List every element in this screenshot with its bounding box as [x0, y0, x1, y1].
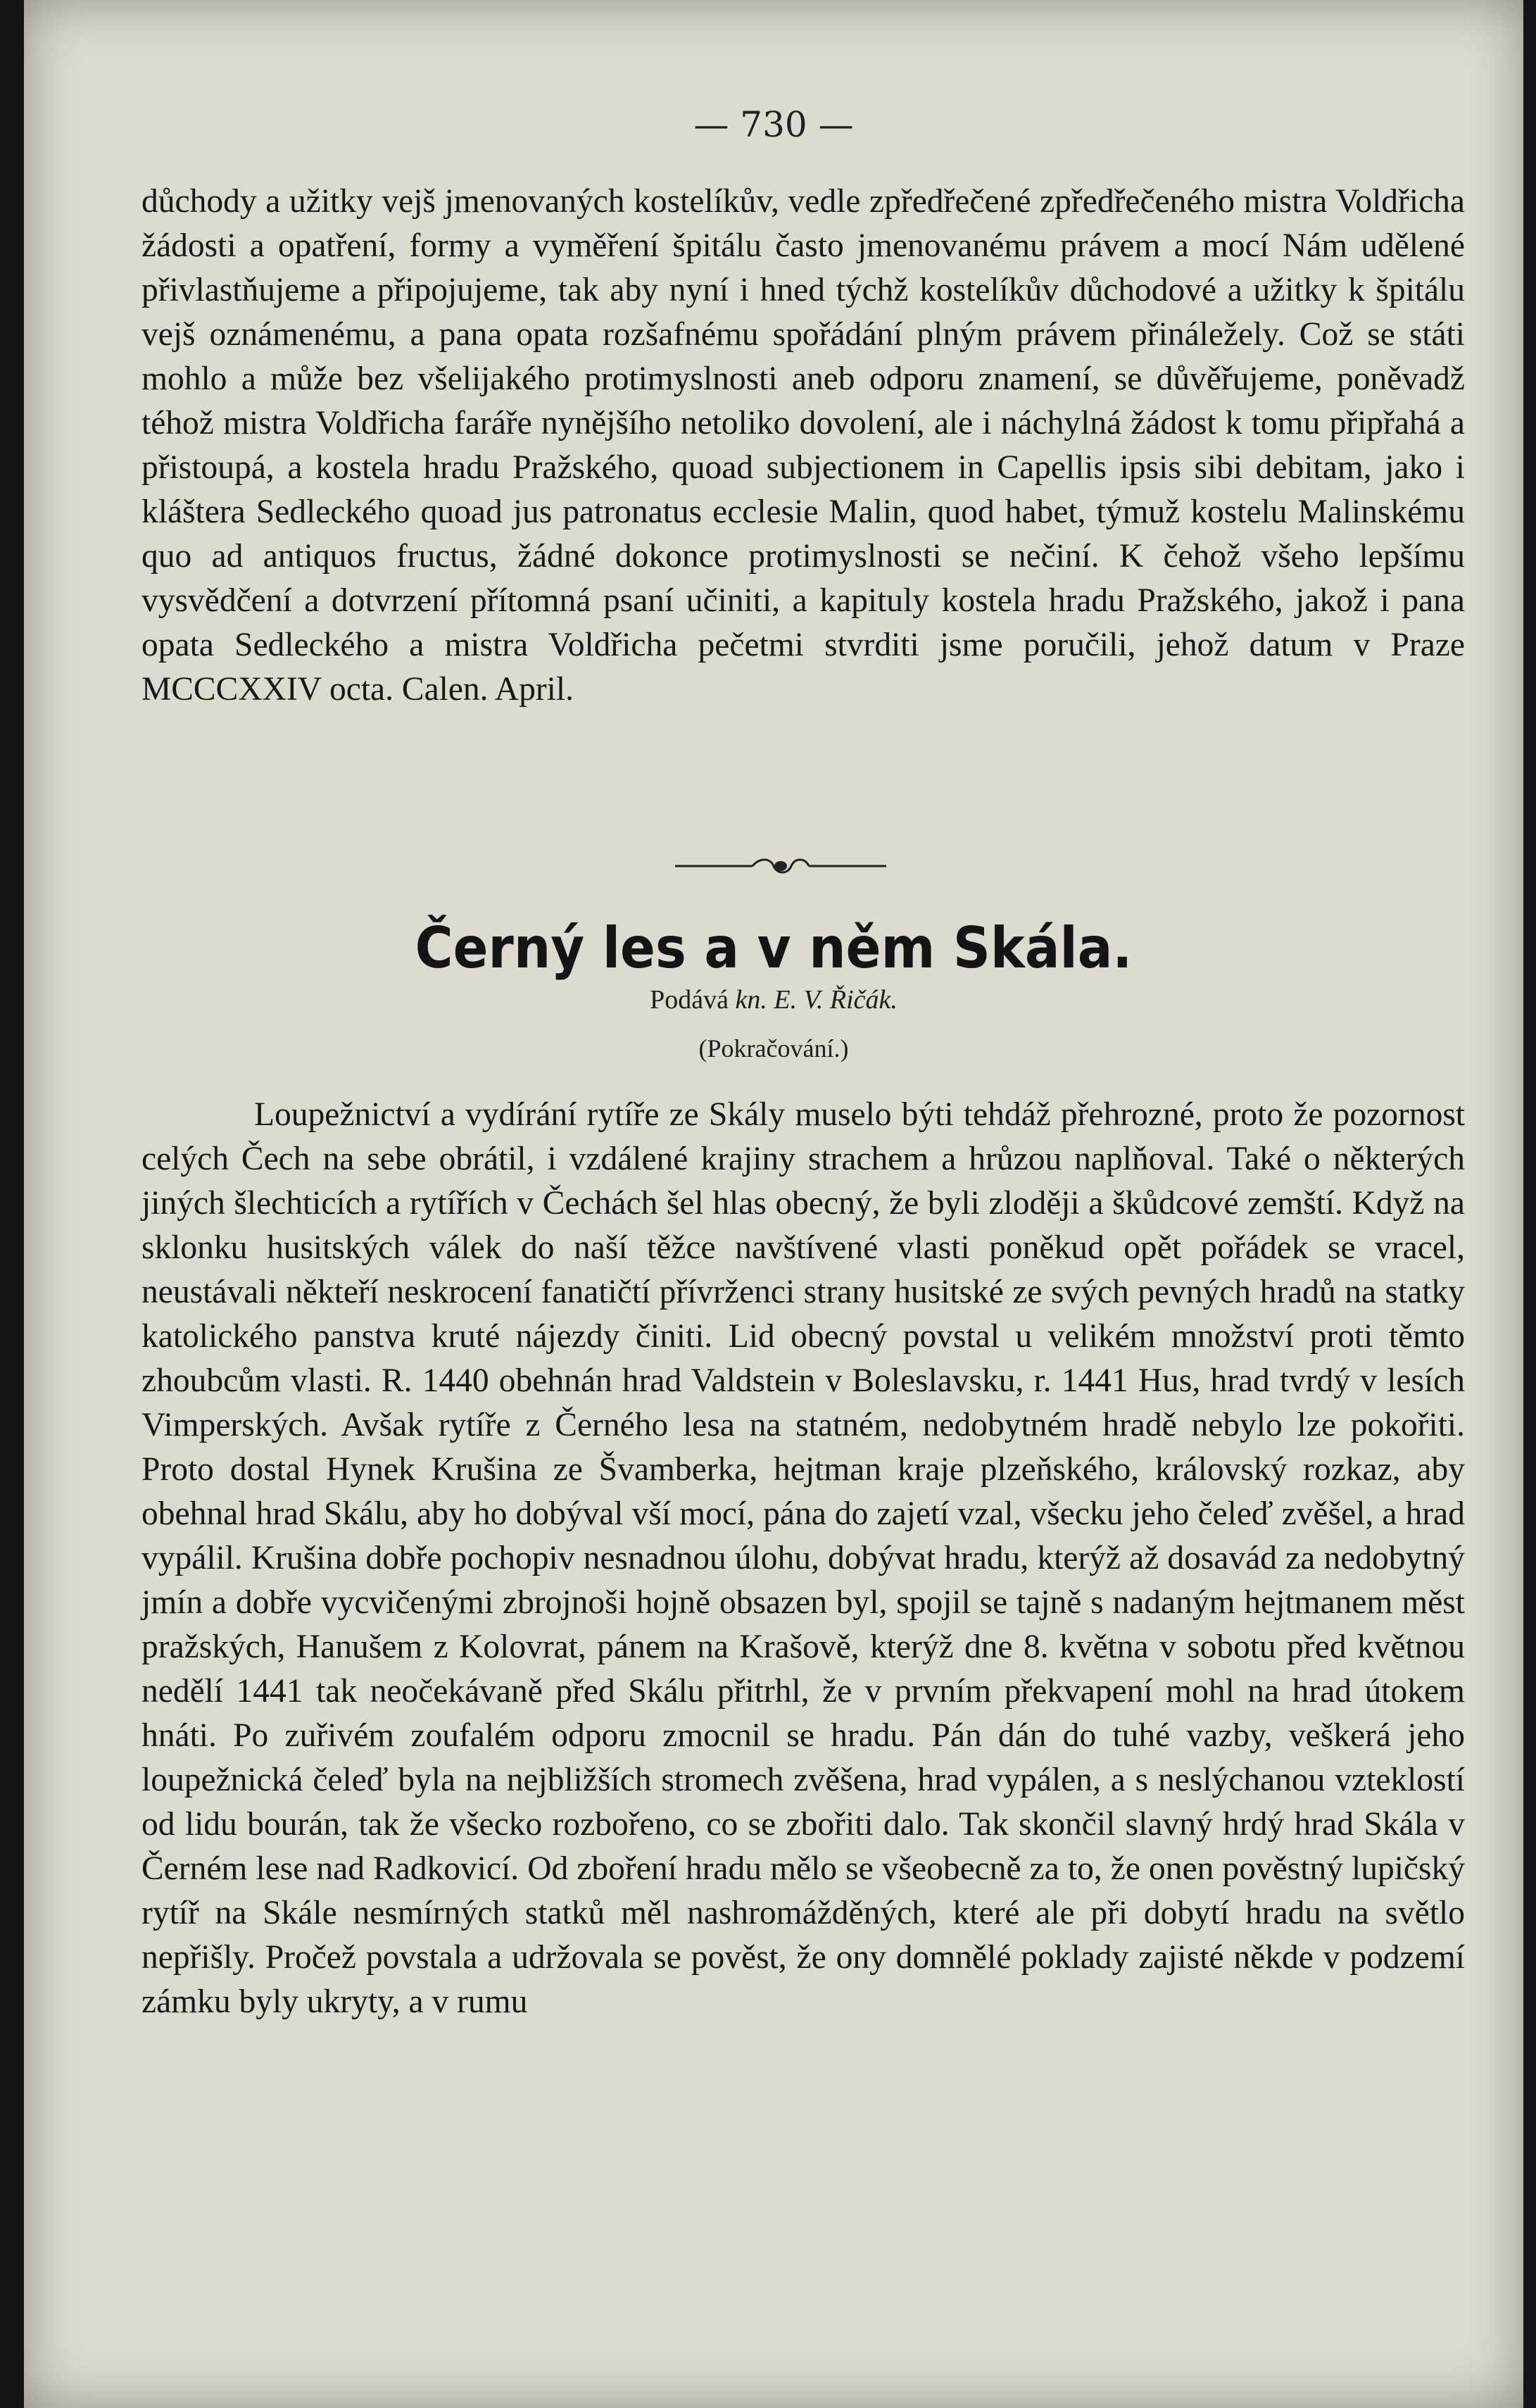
article-body — [141, 1093, 1465, 2024]
previous-article-text — [141, 180, 1465, 712]
article-paragraph: Loupežnictví a vydírání rytíře ze Skály muselo býti tehdáž přehrozné, proto že pozornost celých Čech na sebe obrátil, i vzdálené krajiny strachem a hrůzou naplňoval. Také o některých jiných šlechticích a rytířích v Čechách šel hlas obecný, že byli zloději a škůdcové zemští. Když na sklonku husitských válek do naší těžce navštívené vlasti poněkud opět pořádek se vracel, neustávali někteří neskrocení fanatičtí přívrženci strany husitské ze svých pevných hradů na statky katolického panstva kruté nájezdy činiti. Lid obecný povstal u velikém množství proti těmto zhoubcům vlasti. R. 1440 obehnán hrad Valdstein v Boleslavsku, r. 1441 Hus, hrad tvrdý v lesích Vimperských. Avšak rytíře z Černého lesa na statném, nedobytném hradě nebylo lze pokořiti. Proto dostal Hynek Krušina ze Švamberka, hejtman kraje plzeňského, královský rozkaz, aby obehnal hrad Skálu, aby ho dobýval vší mocí, pána do zajetí vzal, všecku jeho čeleď zvěšel, a hrad vypálil. Krušina dobře pochopiv nesnadnou úlohu, dobývat hradu, kterýž až dosavád za nedobytný jmín a dobře vycvičenými zbrojnoši hojně obsazen byl, spojil se tajně s nadaným hejtmanem měst pražských, Hanušem z Kolovrat, pánem na Krašově, kterýž dne 8. května v sobotu před květnou nedělí 1441 tak neočekávaně před Skálu přitrhl, že v prvním překvapení mohl na hrad útokem hnáti. Po zuřivém zoufalém odporu zmocnil se hradu. Pán dán do tuhé vazby, veškerá jeho loupežnická čeleď byla na nejbližších stromech zvěšena, hrad vypálen, a s neslýchanou vzteklostí od lidu bourán, tak že všecko rozbořeno, co se zbořiti dalo. Tak skončil slavný hrdý hrad Skála v Černém lese nad Radkovicí. Od zboření hradu mělo se všeobecně za to, že onen pověstný lupičský rytíř na Skále nesmírných statků měl nashromážděných, které ale při dobytí hradu na světlo nepřišly. Pročež povstala a udržovala se pověst, že ony domnělé poklady zajisté někde v podzemí zámku byly ukryty, a v rumu — [141, 1096, 1465, 2020]
byline-author: kn. E. V. Řičák. — [735, 985, 898, 1015]
page-number: — 730 — — [693, 104, 854, 145]
article-title: Černý les a v něm Skála. — [415, 915, 1133, 981]
ornament-divider-icon — [675, 853, 886, 879]
continued-note: (Pokračování.) — [698, 1034, 849, 1062]
previous-article-paragraph: důchody a užitky vejš jmenovaných kostelíkův, vedle zpředřečené zpředřečeného mistra Voldřicha žádosti a opatření, formy a vyměření špitálu často jmenovanému právem a mocí Nám udělené přivlastňujeme a připojujeme, tak aby nyní i hned týchž kostelíkův důchodové a užitky k špitálu vejš oznámenému, a pana opata rozšafnému spořádání plným právem přináležely. Což se státi mohlo a může bez všelijakého protimyslnosti aneb odporu znamení, se důvěřujeme, poněvadž téhož mistra Voldřicha faráře nynějšího netoliko dovolení, ale i náchylná žádost k tomu připřahá a přistoupá, a kostela hradu Pražského, quoad subjectionem in Capellis ipsis sibi debitam, jako i kláštera Sedleckého quoad jus patronatus ecclesie Malin, quod habet, týmuž kostelu Malinskému quo ad antiquos fructus, žádné dokonce protimyslnosti se nečiní. K čehož všeho lepšímu vysvědčení a dotvrzení přítomná psaní učiniti, a kapituly kostela hradu Pražského, jakož i pana opata Sedleckého a mistra Voldřicha pečetmi stvrditi jsme poručili, jehož datum v Praze MCCCXXIV octa. Calen. April. — [141, 183, 1465, 708]
article-byline — [24, 984, 1523, 1015]
byline-prefix: Podává — [650, 985, 729, 1015]
book-page — [24, 0, 1523, 2408]
